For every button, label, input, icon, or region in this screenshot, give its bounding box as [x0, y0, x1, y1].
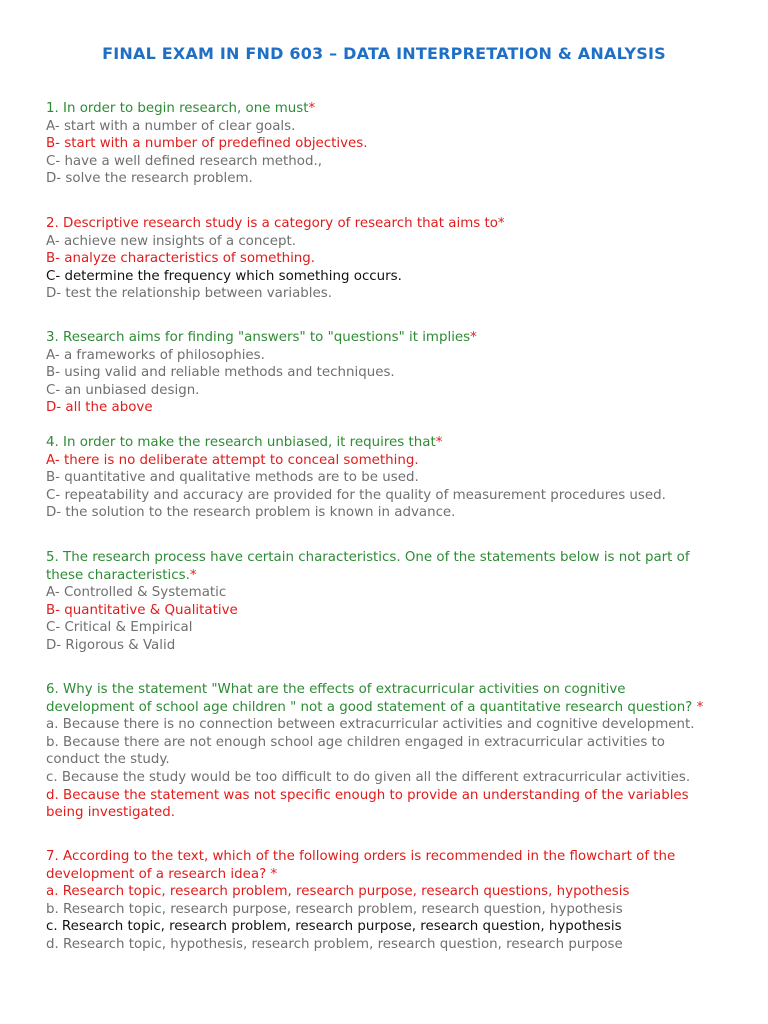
option-b: b. Research topic, research purpose, research problem, research question, hypothesis — [46, 901, 623, 917]
question-7 — [46, 848, 736, 954]
option-b-continued: conduct the study. — [46, 752, 170, 768]
option-d: d. Research topic, hypothesis, research problem, research question, research purpose — [46, 936, 623, 952]
question-text-line-2: development of a research idea? * — [46, 866, 278, 882]
question-2 — [46, 215, 736, 303]
option-b: B- quantitative and qualitative methods are to be used. — [46, 470, 419, 486]
option-c: C- repeatability and accuracy are provided for the quality of measurement procedures used. — [46, 487, 666, 503]
option-c: C- determine the frequency which something occurs. — [46, 268, 402, 284]
required-mark: * — [435, 435, 443, 450]
option-b: b. Because there are not enough school age children engaged in extracurricular activities to — [46, 734, 665, 750]
option-d: D- solve the research problem. — [46, 171, 253, 187]
option-c: C- Critical & Empirical — [46, 620, 193, 636]
option-d: D- the solution to the research problem is known in advance. — [46, 505, 456, 521]
question-1 — [46, 100, 736, 188]
question-3 — [46, 329, 736, 417]
option-d: D- all the above — [46, 400, 153, 416]
option-a: A- there is no deliberate attempt to conceal something. — [46, 452, 419, 468]
question-text: 1. In order to begin research, one must* — [46, 101, 316, 116]
option-d: D- test the relationship between variables. — [46, 286, 332, 302]
question-text-line-1: 6. Why is the statement "What are the effects of extracurricular activities on cognitive — [46, 682, 626, 697]
option-c: C- an unbiased design. — [46, 382, 200, 398]
required-mark: * — [308, 101, 316, 116]
question-4 — [46, 434, 736, 522]
option-d-continued: being investigated. — [46, 805, 175, 821]
question-6 — [46, 681, 736, 822]
required-mark: * — [470, 330, 477, 345]
question-text-line-1: 5. The research process have certain characteristics. One of the statements below is not part of — [46, 550, 690, 565]
question-text-line-2: development of school age children " not a good statement of a quantitative research question? * — [46, 699, 704, 715]
option-d: d. Because the statement was not specific enough to provide an understanding of the variables — [46, 787, 689, 803]
question-5 — [46, 549, 736, 655]
option-a: A- a frameworks of philosophies. — [46, 347, 265, 363]
question-text-line-1: 7. According to the text, which of the following orders is recommended in the flowchart of the — [46, 849, 676, 864]
question-text: 4. In order to make the research unbiased, it requires that* — [46, 435, 443, 450]
option-a: a. Research topic, research problem, research purpose, research questions, hypothesis — [46, 884, 630, 900]
required-mark: * — [270, 866, 278, 882]
option-a: A- Controlled & Systematic — [46, 585, 227, 601]
option-c: c. Because the study would be too difficult to do given all the different extracurricular activities. — [46, 769, 691, 785]
option-d: D- Rigorous & Valid — [46, 637, 176, 653]
question-text: 2. Descriptive research study is a category of research that aims to* — [46, 216, 505, 231]
option-b: B- start with a number of predefined objectives. — [46, 136, 368, 152]
option-a: A- start with a number of clear goals. — [46, 118, 296, 134]
question-text: 3. Research aims for finding "answers" to "questions" it implies* — [46, 330, 477, 345]
option-b: B- using valid and reliable methods and techniques. — [46, 365, 395, 381]
required-mark: * — [497, 216, 505, 231]
required-mark: * — [696, 699, 704, 715]
required-mark: * — [189, 567, 197, 583]
page-title: FINAL EXAM IN FND 603 – DATA INTERPRETATION & ANALYSIS — [102, 44, 666, 63]
question-text-line-2: these characteristics.* — [46, 567, 197, 583]
option-a: a. Because there is no connection between extracurricular activities and cognitive development. — [46, 717, 695, 733]
option-c: c. Research topic, research problem, research purpose, research question, hypothesis — [46, 919, 622, 935]
option-a: A- achieve new insights of a concept. — [46, 233, 296, 249]
option-b: B- analyze characteristics of something. — [46, 251, 316, 267]
option-c: C- have a well defined research method., — [46, 153, 322, 169]
option-b: B- quantitative & Qualitative — [46, 602, 238, 618]
